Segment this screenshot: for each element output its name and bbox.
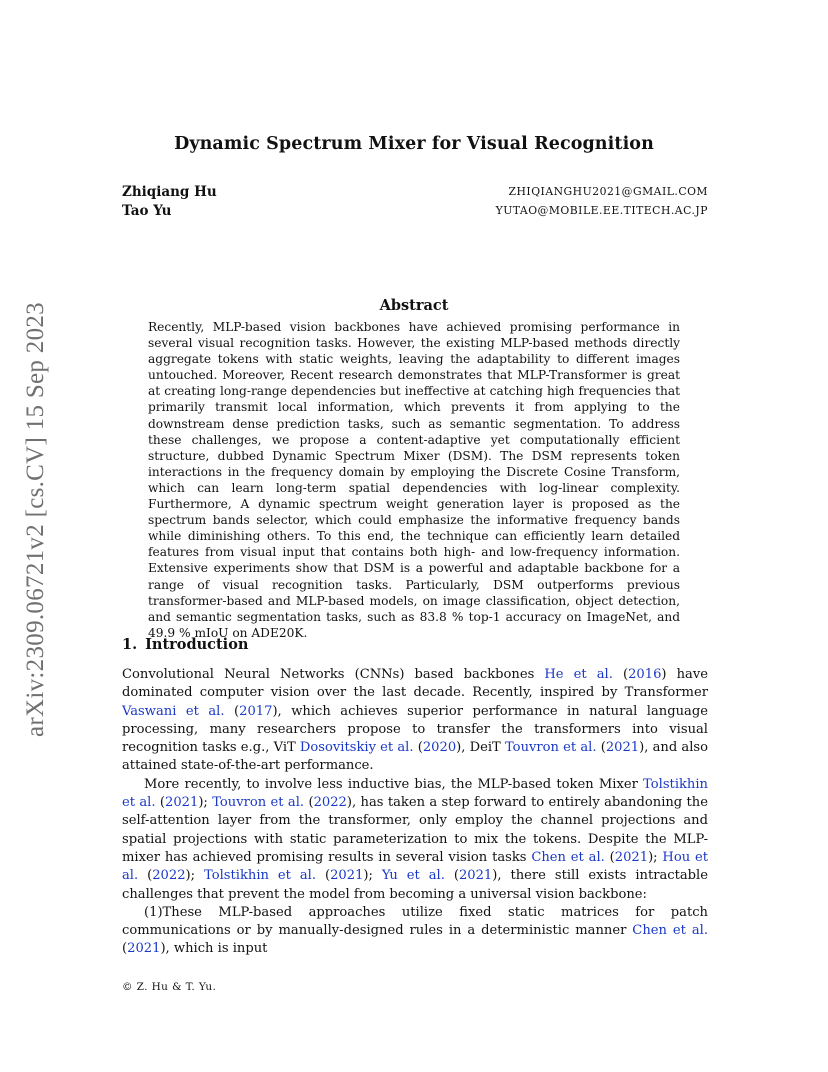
paragraph (122, 666, 708, 776)
text-run: ( (444, 868, 459, 884)
citation-link[interactable]: 2022 (313, 795, 347, 811)
abstract-heading: Abstract (379, 297, 449, 314)
abstract-body (148, 319, 680, 641)
text-run: ), and also attained state-of-the-art performance. (122, 740, 708, 774)
citation-link[interactable]: Chen et al. (632, 923, 709, 939)
text-run: ), which is input (160, 941, 268, 957)
citation-link[interactable]: 2021 (458, 868, 493, 884)
text-run: ), DeiT (456, 740, 505, 756)
citation-link[interactable]: 2021 (614, 849, 649, 865)
text-run: (1)These MLP-based approaches utilize fixed static matrices for patch communications or by manually-designed rules in a deterministic manner (122, 904, 708, 939)
text-run: ( (304, 795, 314, 811)
text-run: ), has taken a step forward to entirely abandoning the self-attention layer from the transformer, only employ the channel projections and spatial projections with static parameterization to mix the tokens. Despite the MLP-mixer has achieved promising results in several vision tasks (122, 795, 708, 865)
author-email[interactable]: ZHIQIANGHU2021@GMAIL.COM (508, 185, 708, 198)
section-title: Introduction (145, 636, 249, 653)
text-run: ( (155, 795, 165, 811)
text-run: More recently, to involve less inductive bias, the MLP-based token Mixer (144, 776, 644, 792)
citation-link[interactable]: 2021 (165, 795, 199, 811)
text-run: ( (138, 868, 153, 884)
citation-link[interactable]: 2020 (422, 740, 457, 756)
introduction-body (122, 666, 708, 959)
citation-link[interactable]: 2022 (152, 868, 186, 884)
text-run: ( (612, 667, 629, 682)
section-number: 1. (122, 636, 138, 653)
citation-link[interactable]: 2021 (330, 868, 364, 884)
citation-link[interactable]: Tolstikhin et al. (122, 776, 708, 811)
text-run: ), there still exists intractable challenges that prevent the model from becoming a universal vision backbone: (122, 868, 708, 902)
text-run: ( (316, 868, 331, 884)
paragraph (122, 776, 708, 904)
footer-copyright: © Z. Hu & T. Yu. (122, 981, 217, 993)
author-row (122, 184, 708, 200)
citation-link[interactable]: Tolstikhin et al. (204, 868, 317, 884)
citation-link[interactable]: Touvron et al. (212, 795, 305, 811)
citation-link[interactable]: 2021 (605, 740, 640, 756)
citation-link[interactable]: 2016 (628, 667, 662, 682)
text-run: ) have dominated computer vision over the last decade. Recently, inspired by Transformer (122, 667, 708, 701)
paper-title: Dynamic Spectrum Mixer for Visual Recognition (174, 134, 654, 154)
text-run: ); (198, 795, 213, 811)
arxiv-identifier-stamp: arXiv:2309.06721v2 [cs.CV] 15 Sep 2023 (22, 302, 49, 738)
author-name: Zhiqiang Hu (122, 184, 217, 200)
citation-link[interactable]: Hou et al. (122, 849, 708, 884)
citation-link[interactable]: Touvron et al. (504, 740, 597, 756)
text-run: ), which achieves superior performance in natural language processing, many researchers propose to transfer the transformers into visual recognition tasks e.g., ViT (122, 703, 708, 756)
citation-link[interactable]: Dosovitskiy et al. (299, 740, 414, 756)
text-run: ); (648, 849, 663, 865)
text-run: ( (122, 941, 128, 957)
citation-link[interactable]: He et al. (544, 667, 613, 682)
section-heading (122, 636, 248, 653)
abstract-text: Recently, MLP-based vision backbones have achieved promising performance in several visual recognition tasks. However, the existing MLP-based methods directly aggregate tokens with static weights, leaving the adaptability to different images untouched. Moreover, Recent research demonstrates that MLP-Transformer is great at creating long-range dependencies but ineffective at catching high frequencies that primarily transmit local information, which prevents it from applying to the downstream dense prediction tasks, such as semantic segmentation. To address these challenges, we propose a content-adaptive yet computationally efficient structure, dubbed Dynamic Spectrum Mixer (DSM). The DSM represents token interactions in the frequency domain by employing the Discrete Cosine Transform, which can learn long-term spatial dependencies with log-linear complexity. Furthermore, A dynamic spectrum weight generation layer is proposed as the spectrum bands selector, which could emphasize the informative frequency bands while diminishing others. To this end, the technique can efficiently learn detailed features from visual input that contains both high- and low-frequency information. Extensive experiments show that DSM is a powerful and adaptable backbone for a range of visual recognition tasks. Particularly, DSM outperforms previous transformer-based and MLP-based models, on image classification, object detection, and semantic segmentation tasks, such as 83.8 % top-1 accuracy on ImageNet, and 49.9 % mIoU on ADE20K. (148, 320, 680, 640)
text-run: ( (596, 740, 606, 756)
text-run: ); (363, 868, 382, 884)
citation-link[interactable]: 2021 (127, 941, 161, 957)
citation-link[interactable]: Chen et al. (531, 849, 605, 865)
author-name: Tao Yu (122, 203, 172, 219)
text-run: Convolutional Neural Networks (CNNs) based backbones (122, 667, 545, 682)
text-run: ); (185, 868, 205, 884)
author-email[interactable]: YUTAO@MOBILE.EE.TITECH.AC.JP (495, 204, 708, 217)
author-row (122, 203, 708, 219)
paragraph (122, 904, 708, 959)
text-run: ( (413, 740, 423, 756)
text-run: ( (224, 703, 240, 719)
text-run: ( (604, 849, 615, 865)
citation-link[interactable]: 2017 (239, 703, 273, 719)
citation-link[interactable]: Vaswani et al. (122, 703, 225, 719)
citation-link[interactable]: Yu et al. (381, 868, 445, 884)
